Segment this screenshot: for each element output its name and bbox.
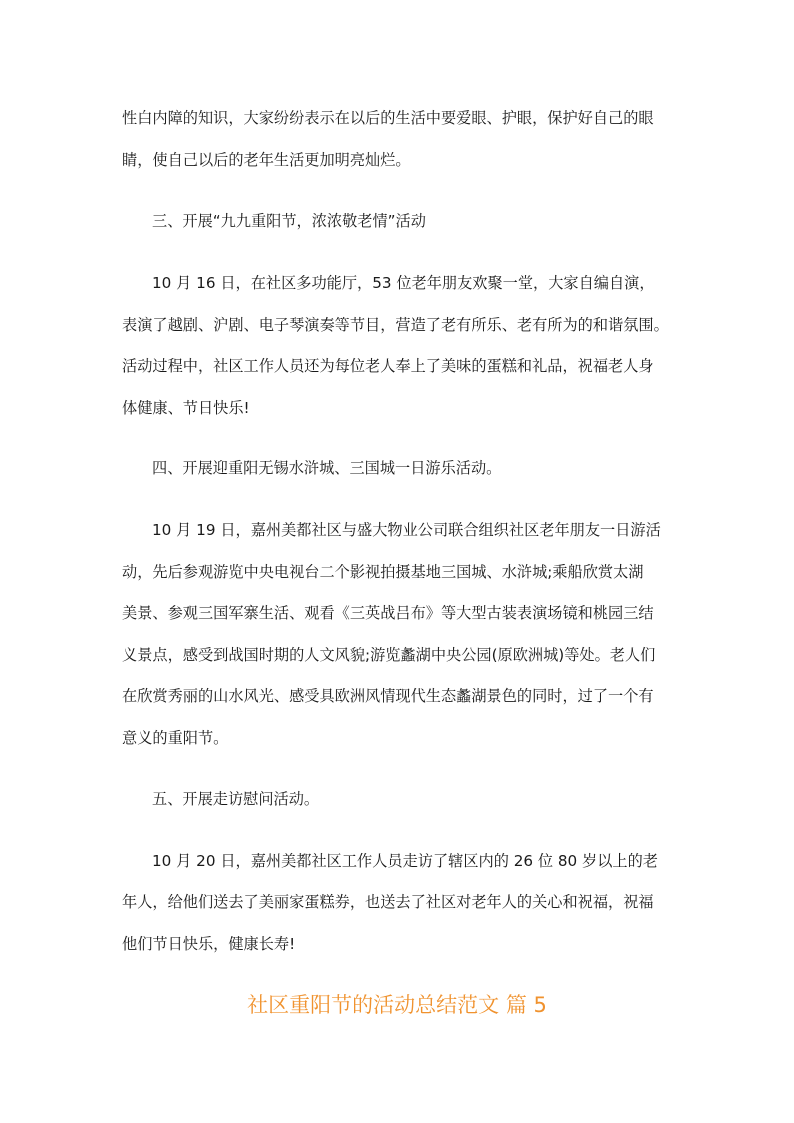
- paragraph-line: 10 月 16 日，在社区多功能厅，53 位老年朋友欢聚一堂，大家自编自演，: [152, 274, 655, 292]
- paragraph-line: 活动过程中，社区工作人员还为每位老人奉上了美味的蛋糕和礼品，祝福老人身: [122, 357, 654, 375]
- paragraph-line: 性白内障的知识，大家纷纷表示在以后的生活中要爱眼、护眼，保护好自己的眼: [122, 109, 654, 127]
- paragraph-line: 他们节日快乐，健康长寿!: [122, 935, 296, 953]
- paragraph-line: 表演了越剧、沪剧、电子琴演奏等节目，营造了老有所乐、老有所为的和谐氛围。: [122, 316, 669, 334]
- paragraph-line: 10 月 19 日，嘉州美都社区与盛大物业公司联合组织社区老年朋友一日游活: [152, 521, 661, 539]
- paragraph-line: 意义的重阳节。: [122, 729, 229, 747]
- paragraph-line: 义景点，感受到战国时期的人文风貌;游览蠡湖中央公园(原欧洲城)等处。老人们: [122, 646, 656, 664]
- paragraph-line: 在欣赏秀丽的山水风光、感受具欧洲风情现代生态蠡湖景色的同时，过了一个有: [122, 687, 654, 705]
- paragraph-line: 体健康、节日快乐!: [122, 399, 250, 417]
- article-title: 社区重阳节的活动总结范文 篇 5: [247, 993, 547, 1017]
- section-heading-4: 四、开展迎重阳无锡水浒城、三国城一日游乐活动。: [152, 459, 502, 477]
- paragraph-line: 睛，使自己以后的老年生活更加明亮灿烂。: [122, 151, 411, 169]
- section-heading-3: 三、开展“九九重阳节，浓浓敬老情”活动: [152, 212, 426, 230]
- paragraph-line: 美景、参观三国军寨生活、观看《三英战吕布》等大型古装表演场镜和桃园三结: [122, 604, 654, 622]
- paragraph-line: 动，先后参观游览中央电视台二个影视拍摄基地三国城、水浒城;乘船欣赏太湖: [122, 563, 644, 581]
- paragraph-line: 年人，给他们送去了美丽家蛋糕券，也送去了社区对老年人的关心和祝福，祝福: [122, 893, 654, 911]
- paragraph-line: 10 月 20 日，嘉州美都社区工作人员走访了辖区内的 26 位 80 岁以上的老: [152, 852, 658, 870]
- section-heading-5: 五、开展走访慰问活动。: [152, 790, 320, 808]
